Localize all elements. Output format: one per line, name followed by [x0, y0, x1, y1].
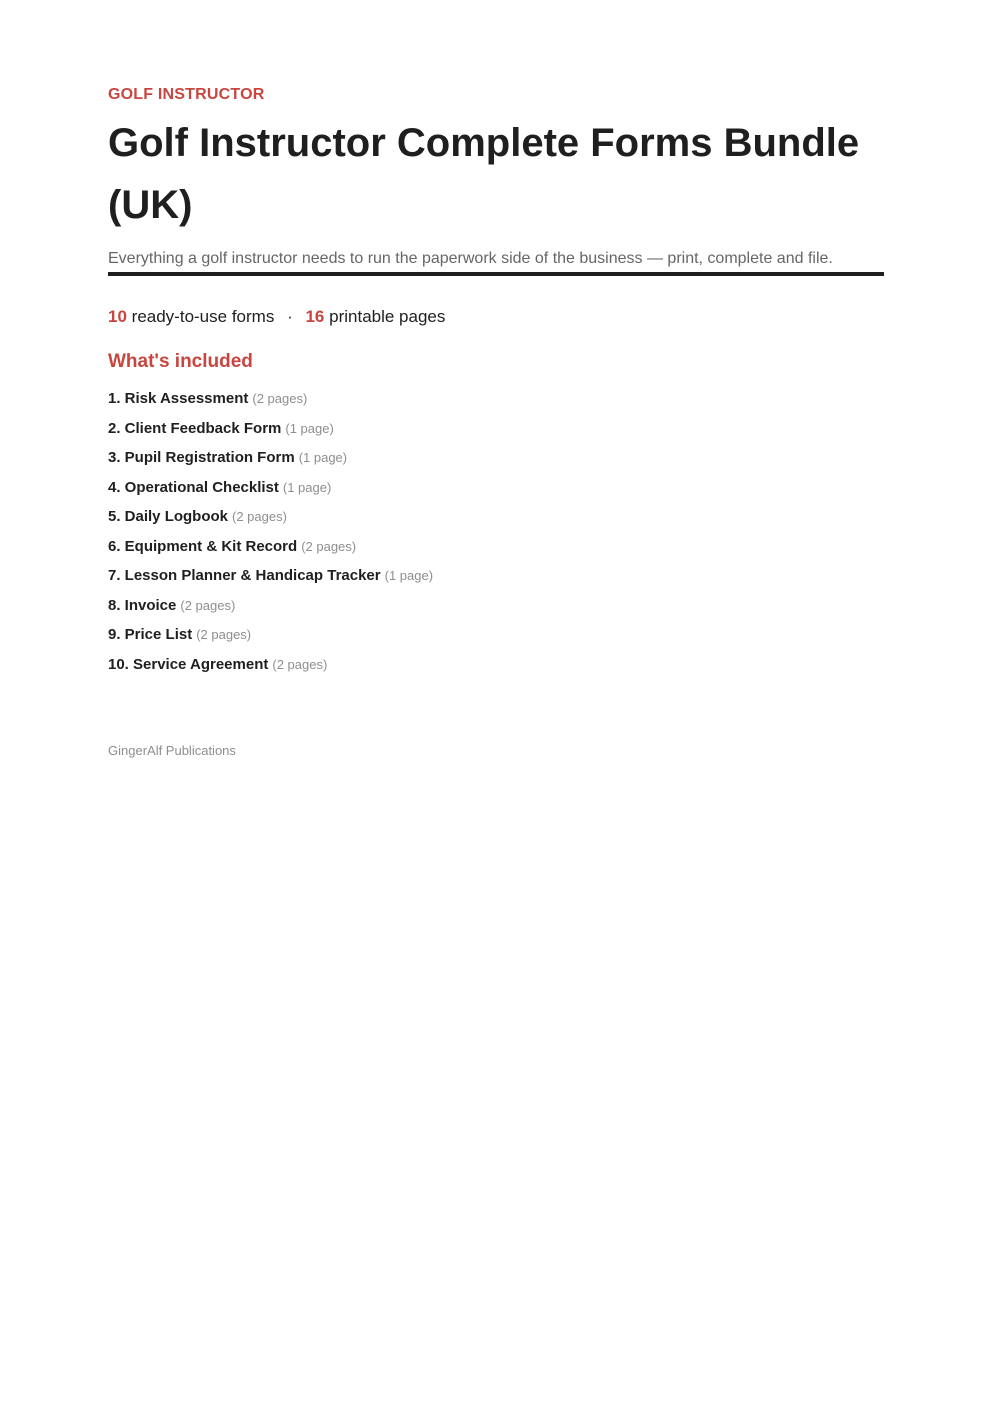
publisher-footer: GingerAlf Publications: [108, 743, 236, 758]
form-page-count: (2 pages): [180, 597, 236, 613]
list-item: [108, 563, 433, 593]
list-item: [108, 504, 433, 534]
list-item: [108, 475, 433, 505]
stats-separator: ·: [287, 307, 293, 326]
forms-count: 10: [108, 307, 127, 326]
form-name: 2. Client Feedback Form: [108, 419, 282, 437]
forms-list: [108, 386, 433, 681]
form-name: 1. Risk Assessment: [108, 390, 249, 407]
bundle-stats: [108, 305, 445, 329]
form-name: 10. Service Agreement: [108, 655, 269, 673]
form-name: 8. Invoice: [108, 596, 177, 614]
list-item: [108, 416, 433, 446]
forms-label: ready-to-use forms: [131, 307, 275, 326]
list-item: [108, 386, 433, 416]
form-page-count: (2 pages): [196, 627, 252, 642]
form-page-count: (1 page): [298, 450, 348, 465]
form-name: 5. Daily Logbook: [108, 508, 229, 525]
category-label: GOLF INSTRUCTOR: [108, 86, 265, 103]
form-name: 7. Lesson Planner & Handicap Tracker: [108, 567, 381, 584]
form-page-count: (1 page): [384, 568, 434, 583]
document-subtitle: Everything a golf instructor needs to run the paperwork side of the business — print, complete and file.: [108, 250, 833, 267]
form-page-count: (2 pages): [301, 538, 357, 554]
form-page-count: (1 page): [285, 420, 334, 436]
form-name: 3. Pupil Registration Form: [108, 449, 295, 466]
list-item: [108, 445, 433, 475]
included-heading: What's included: [108, 351, 253, 372]
pages-label: printable pages: [329, 307, 446, 326]
list-item: [108, 534, 433, 564]
header-divider: [108, 272, 884, 276]
list-item: [108, 652, 433, 682]
form-name: 4. Operational Checklist: [108, 478, 279, 496]
form-page-count: (2 pages): [232, 509, 287, 524]
document-title: Golf Instructor Complete Forms Bundle (UK): [108, 121, 860, 227]
form-name: 9. Price List: [108, 626, 193, 643]
list-item: [108, 593, 433, 623]
form-page-count: (2 pages): [252, 391, 308, 406]
form-name: 6. Equipment & Kit Record: [108, 537, 298, 555]
pages-count: 16: [305, 307, 325, 326]
list-item: [108, 622, 433, 652]
form-page-count: (1 page): [282, 479, 332, 495]
form-page-count: (2 pages): [272, 656, 328, 672]
